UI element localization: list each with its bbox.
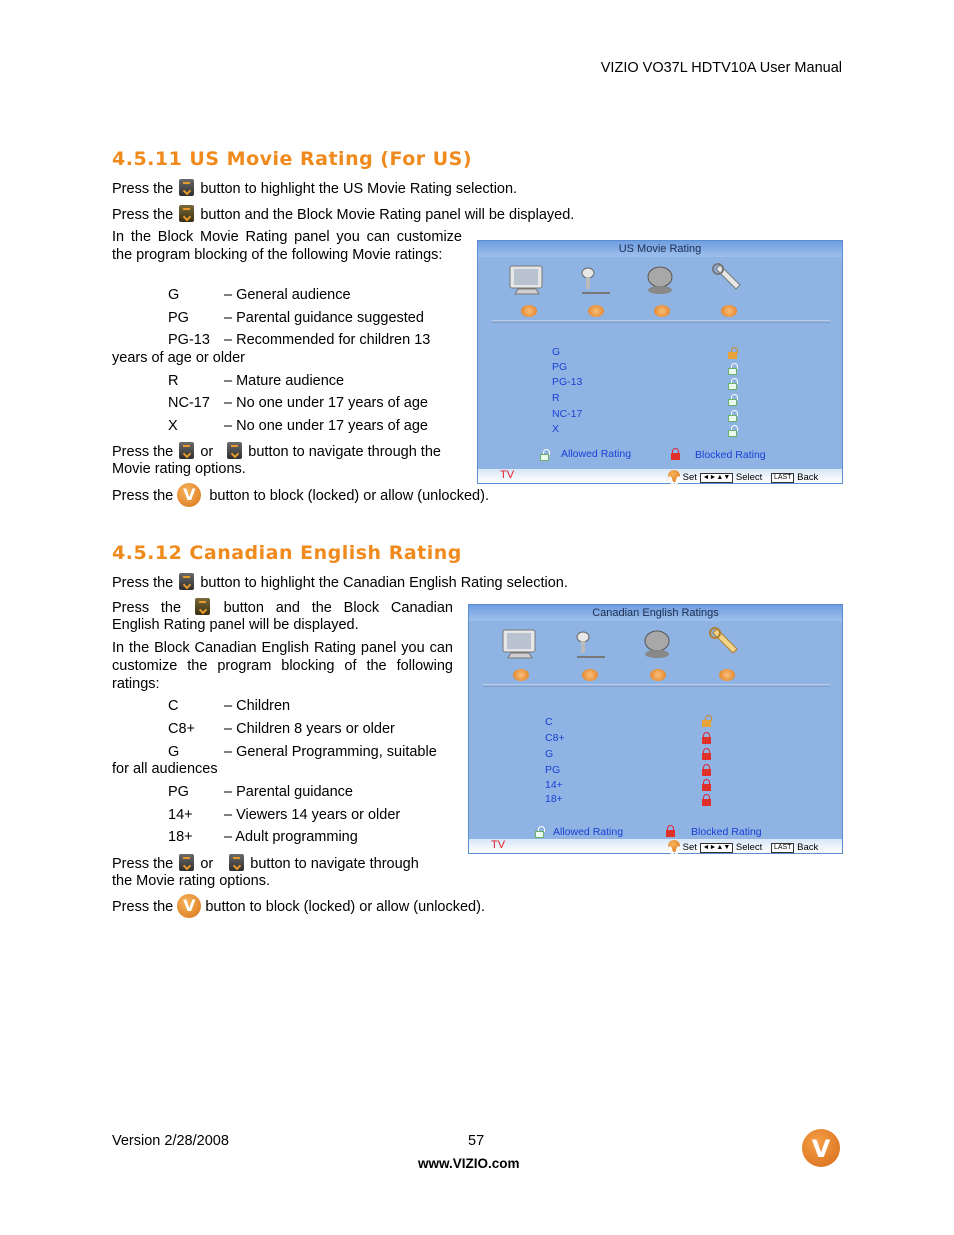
rating-option[interactable]: PG — [545, 764, 561, 776]
text: Press the — [112, 444, 174, 460]
select-hint: Select — [735, 472, 763, 483]
set-hint: Set — [682, 842, 697, 853]
channel-up-button-icon — [179, 442, 194, 459]
menu-arrow-icon — [588, 305, 604, 317]
tv-picture-icon — [499, 627, 541, 661]
locked-icon[interactable] — [702, 794, 711, 806]
paragraph-block — [112, 894, 485, 918]
menu-arrow-icon — [650, 669, 666, 681]
text: button to block (locked) or allow (unlocked). — [205, 899, 485, 915]
rating-option[interactable]: G — [552, 346, 561, 358]
version-label: Version 2/28/2008 — [112, 1133, 229, 1149]
vizio-v-button-icon — [177, 894, 201, 918]
locked-icon[interactable] — [702, 732, 711, 744]
text: button to highlight the Canadian English Rating selection. — [200, 575, 568, 591]
arrow-keys-icon: ◄►▲▼ — [700, 843, 734, 853]
v-key-icon — [668, 470, 680, 482]
divider — [492, 320, 830, 323]
text: Press the — [112, 856, 174, 872]
text: Press the — [112, 207, 174, 223]
input-right-button-icon — [195, 598, 210, 615]
text: Press the — [112, 899, 174, 915]
rating-option[interactable]: 18+ — [545, 793, 563, 805]
vizio-logo-icon — [802, 1129, 840, 1167]
paragraph-display-panel — [112, 598, 453, 617]
paragraph-highlight — [112, 573, 568, 592]
text: button to highlight the US Movie Rating selection. — [200, 181, 518, 197]
canadian-english-rating-panel — [468, 604, 843, 854]
menu-arrow-icon — [654, 305, 670, 317]
blocked-legend-icon — [666, 825, 675, 837]
panel-nav-hints — [668, 840, 818, 853]
rating-code: C8+ — [168, 721, 196, 737]
rating-desc: – Parental guidance suggested — [224, 310, 424, 326]
us-rating-list — [0, 286, 470, 436]
rating-code: X — [168, 418, 178, 434]
blocked-rating-legend: Blocked Rating — [691, 826, 762, 838]
rating-option[interactable]: R — [552, 392, 560, 404]
rating-desc: – No one under 17 years of age — [224, 395, 428, 411]
us-movie-rating-panel — [477, 240, 843, 484]
allowed-legend-icon — [540, 449, 549, 461]
text: Press the — [112, 575, 174, 591]
unlocked-icon[interactable] — [728, 363, 737, 375]
v-key-icon — [668, 840, 680, 852]
paragraph-highlight — [112, 179, 517, 198]
tv-picture-icon — [506, 263, 548, 297]
back-hint: Back — [797, 472, 819, 483]
channel-up-button-icon — [179, 854, 194, 871]
locked-icon[interactable] — [702, 748, 711, 760]
rating-desc: – Mature audience — [224, 373, 345, 389]
unlocked-icon[interactable] — [728, 425, 737, 437]
unlocked-highlight-icon[interactable] — [702, 715, 711, 727]
rating-code: NC-17 — [168, 395, 210, 411]
page-number: 57 — [468, 1133, 485, 1149]
microphone-audio-icon — [574, 263, 616, 297]
source-label: TV — [500, 469, 515, 481]
unlocked-icon[interactable] — [728, 394, 737, 406]
paragraph-customize: In the Block Movie Rating panel you can customize the program blocking of the following Movie ratings: — [112, 229, 462, 263]
rating-desc: – Adult programming — [224, 829, 358, 845]
unlocked-highlight-icon[interactable] — [728, 347, 737, 359]
text: button and the Block Canadian — [223, 600, 453, 616]
satellite-dish-icon — [637, 627, 679, 661]
allowed-rating-legend: Allowed Rating — [553, 826, 624, 838]
rating-option[interactable]: PG-13 — [552, 376, 583, 388]
paragraph-navigate — [112, 854, 453, 873]
locked-icon[interactable] — [702, 764, 711, 776]
text: button to block (locked) or allow (unlocked). — [209, 488, 489, 504]
rating-option[interactable]: G — [545, 748, 554, 760]
rating-desc-continued: for all audiences — [112, 761, 218, 777]
wrench-setup-icon — [705, 627, 747, 661]
menu-arrow-icon — [513, 669, 529, 681]
allowed-rating-legend: Allowed Rating — [561, 448, 632, 460]
rating-desc: – General Programming, suitable — [224, 744, 437, 760]
paragraph-navigate-cont: Movie rating options. — [112, 461, 246, 477]
paragraph-navigate-cont: the Movie rating options. — [112, 873, 270, 889]
vizio-v-button-icon — [177, 483, 201, 507]
rating-option[interactable]: NC-17 — [552, 408, 583, 420]
text: Press the — [112, 488, 174, 504]
allowed-legend-icon — [535, 826, 544, 838]
section-title-canadian-english-rating: 4.5.12 Canadian English Rating — [112, 542, 462, 564]
channel-down-button-icon — [179, 179, 194, 196]
rating-option[interactable]: C — [545, 716, 553, 728]
rating-code: 14+ — [168, 807, 193, 823]
rating-desc: – Children 8 years or older — [224, 721, 395, 737]
paragraph-display-panel-cont: English Rating panel will be displayed. — [112, 617, 359, 633]
paragraph-block — [112, 483, 489, 507]
rating-desc: – Recommended for children 13 — [224, 332, 431, 348]
unlocked-icon[interactable] — [728, 378, 737, 390]
text: Press the — [112, 181, 174, 197]
set-hint: Set — [682, 472, 697, 483]
rating-option[interactable]: 14+ — [545, 779, 563, 791]
text: Press the — [112, 600, 182, 616]
rating-code: 18+ — [168, 829, 193, 845]
blocked-rating-legend: Blocked Rating — [695, 449, 766, 461]
rating-option[interactable]: C8+ — [545, 732, 565, 744]
rating-code: R — [168, 373, 179, 389]
locked-icon[interactable] — [702, 779, 711, 791]
panel-nav-hints — [668, 470, 818, 483]
rating-desc: – Viewers 14 years or older — [224, 807, 401, 823]
menu-arrow-icon — [582, 669, 598, 681]
canadian-rating-list — [0, 697, 460, 847]
manual-title: VIZIO VO37L HDTV10A User Manual — [600, 60, 842, 76]
rating-desc: – General audience — [224, 287, 351, 303]
back-hint: Back — [797, 842, 819, 853]
text: button and the Block Movie Rating panel will be displayed. — [200, 207, 575, 223]
select-hint: Select — [735, 842, 763, 853]
rating-desc: – No one under 17 years of age — [224, 418, 428, 434]
divider — [483, 684, 830, 687]
text: or — [200, 444, 214, 460]
rating-code: PG — [168, 784, 189, 800]
wrench-setup-icon — [708, 263, 750, 297]
paragraph-display-panel — [112, 205, 574, 224]
input-right-button-icon — [179, 205, 194, 222]
section-title-us-movie-rating: 4.5.11 US Movie Rating (For US) — [112, 148, 473, 170]
menu-arrow-icon — [719, 669, 735, 681]
rating-option[interactable]: X — [552, 423, 560, 435]
rating-desc-continued: years of age or older — [112, 350, 245, 366]
rating-code: PG-13 — [168, 332, 210, 348]
last-key: LAST — [771, 473, 795, 483]
arrow-keys-icon: ◄►▲▼ — [700, 473, 734, 483]
menu-arrow-icon — [521, 305, 537, 317]
paragraph-navigate — [112, 442, 441, 461]
paragraph-customize: In the Block Canadian English Rating panel you can customize the program blocking of the following ratings: — [112, 640, 453, 692]
last-key: LAST — [771, 843, 795, 853]
rating-option[interactable]: PG — [552, 361, 568, 373]
microphone-audio-icon — [569, 627, 611, 661]
menu-arrow-icon — [721, 305, 737, 317]
rating-desc: – Parental guidance — [224, 784, 353, 800]
rating-desc: – Children — [224, 698, 291, 714]
panel-title: US Movie Rating — [478, 241, 842, 257]
unlocked-icon[interactable] — [728, 410, 737, 422]
text: button to navigate through the — [248, 444, 441, 460]
channel-down-button-icon — [227, 442, 242, 459]
channel-down-button-icon — [179, 573, 194, 590]
text: button to navigate through — [250, 856, 419, 872]
rating-code: C — [168, 698, 179, 714]
satellite-dish-icon — [640, 263, 682, 297]
source-label: TV — [491, 839, 506, 851]
text: or — [200, 856, 214, 872]
rating-code: PG — [168, 310, 189, 326]
channel-down-button-icon — [229, 854, 244, 871]
rating-code: G — [168, 287, 180, 303]
panel-title: Canadian English Ratings — [469, 605, 842, 621]
website-link[interactable]: www.VIZIO.com — [418, 1156, 520, 1171]
blocked-legend-icon — [671, 448, 680, 460]
rating-code: G — [168, 744, 180, 760]
